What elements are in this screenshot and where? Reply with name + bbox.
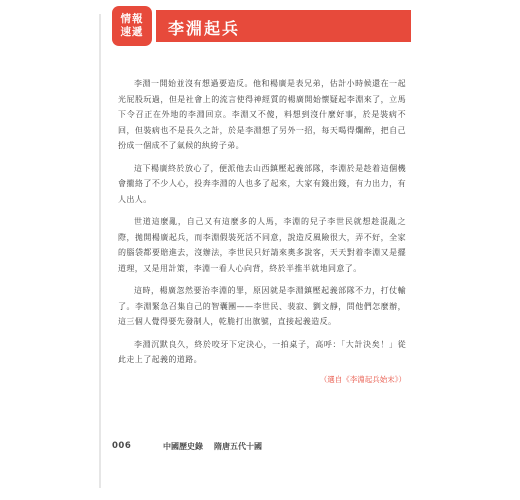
article-body <box>118 76 406 385</box>
badge-line-1: 情報 <box>120 13 144 25</box>
paragraph: 這下楊廣終於放心了，便派他去山西鎮壓起義部隊，李淵於是趁着這個機會攏絡了不少人心，投奔李淵的人也多了起來，大家有錢出錢，有力出力，有人出人。 <box>118 163 406 204</box>
page-number: 006 <box>112 441 132 451</box>
book-title: 中國歷史錄 <box>163 442 203 451</box>
page-left-border <box>99 14 101 488</box>
volume-title: 隋唐五代十國 <box>214 442 262 451</box>
page-footer <box>112 441 412 455</box>
source-citation: （選自《李淵起兵始末》） <box>319 374 406 384</box>
paragraph: 李淵一開始並沒有想過要造反。他和楊廣是表兄弟，估計小時候還在一起光屁股玩過，但是社會上的流言使得神經質的楊廣開始懷疑起李淵來了，立馬下令召正在外地的李淵回京。李淵又不傻，料想到沒什麼好事，於是裝病不回，但裝病也不是長久之計，於是李淵想了另外一招，每天喝得爛醉，把自己扮成一個成不了氣候的紈絝子弟。 <box>118 79 406 150</box>
section-header <box>112 6 412 46</box>
page-title: 李淵起兵 <box>168 19 241 38</box>
category-badge <box>112 6 152 46</box>
title-bar <box>156 10 411 42</box>
badge-line-2: 速遞 <box>120 26 144 38</box>
paragraph: 李淵沉默良久，終於咬牙下定決心，一拍桌子，高呼：「大計決矣！」從此走上了起義的道路。 <box>118 339 406 364</box>
paragraph: 這時，楊廣忽然要治李淵的罪，原因就是李淵鎮壓起義部隊不力，打仗輸了。李淵緊急召集自己的智囊團——李世民、裴寂、劉文靜，問他們怎麼辦，這三個人覺得要先發制人，乾脆打出旗號，直接起義造反。 <box>118 286 406 326</box>
paragraph: 世道這麼亂，自己又有這麼多的人馬，李淵的兒子李世民就想趁混亂之際，拋開楊廣起兵，而李淵假裝死活不同意，說造反風險很大，弄不好，全家的腦袋都要賠進去，沒辦法，李世民只好請來奧多說客，天天對着李淵又是擺道理，又是用計策，李淵一看人心向背，終於半推半就地同意了。 <box>118 217 406 273</box>
